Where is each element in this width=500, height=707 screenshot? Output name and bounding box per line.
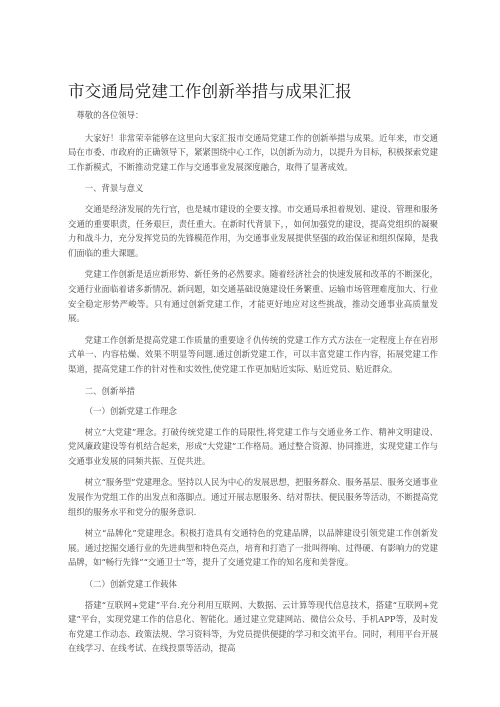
paragraph: 树立“品牌化”党建理念。积极打造具有交通特色的党建品牌，以品牌建设引领党建工作创新发展。通过挖掘交通行业的先进典型和特色亮点，培育和打造了一批叫得响、过得硬、有影响力的党建品牌，如“畅行先锋”“交通卫士”等，提升了交通党建工作的知名度和美誉度。 xyxy=(68,528,438,568)
paragraph: 树立“大党建”理念。打破传统党建工作的局限性,将党建工作与交通业务工作、精神文明建设、党风廉政建设等有机结合起来，形成“大党建”工作格局。通过整合资源、协同推进，实现党建工作与交通事业发展的同频共振、互促共进。 xyxy=(68,426,438,466)
subsection-heading: （一）创新党建工作理念 xyxy=(84,406,177,417)
section-heading: 二、创新举措 xyxy=(84,385,136,396)
intro-paragraph: 大家好！非常荣幸能够在这里向大家汇报市交通局党建工作的创新举措与成果。近年来，市交通局在市委、市政府的正确领导下，紧紧围绕中心工作，以创新为动力，以提升为目标，积极探索党建工作新模式，不断推动党建工作与交通事业发展深度融合，取得了显著成效。 xyxy=(68,132,438,172)
subsection-heading: （二）创新党建工作载体 xyxy=(84,579,177,590)
paragraph: 树立“服务型”党建理念。坚持以人民为中心的发展思想，把服务群众、服务基层、服务交通事业发展作为党组工作的出发点和落脚点。通过开展志愿服务、结对帮扶、便民服务等活动，不断提高党组织的服务水平和党分的服务意识. xyxy=(68,477,438,517)
paragraph: 党建工作创新是提高党建工作质量的重要途彳仇传统的党建工作方式方法在一定程度上存在岩形式单一、内容枯燥、效果不明显等问题.通过创新党建工作，可以丰富党建工作内容，拓展党建工作渠道，提高党建工作的针对性和实效性,使党建工作更加贴近实际、贴近党员、贴近群众。 xyxy=(68,334,438,374)
document-body xyxy=(68,108,438,663)
paragraph: 交通是经济发展的先行官，也是城市建设的全要支撑。市交通局承担着规划、建设、管理和服务交通的重要职责，任务艰巨，责任重大。在新时代背景下，，如何加强党的建设，提高党组织的凝聚力和战斗力，充分发挥党员的先锋模范作用，为交通事业发展提供坚强的政治保证和组织保障，是我们面临的重大课题。 xyxy=(68,203,438,258)
paragraph: 党建工作创新是适应新形势、新任务的必然要求。随着经济社会的快速发展和改革的不断深化，交通行业面临着诸多新情况、新问题，如交通基础设施建设任务繁重、运输市场管理难度加大、行业安全稳定形势严峻等。只有通过创新党建工作，才能更好地应对这些挑战，推动交通事业高质量发展。 xyxy=(68,269,438,324)
section-heading: 一、背景与意义 xyxy=(84,183,144,194)
document-title: 市交通局党建工作创新举措与成果汇报 xyxy=(68,82,352,101)
paragraph: 搭建“互联网+党建”平台.充分利用互联网、大数据、云计算等现代信息技术，搭建“互联网+党建”平台，实现党建工作的信息化、智能化。通过建立党建网站、微信公众号、手机APP等，及时发布党建工作动态、政策法规、学习资料等，为党员提供便捷的学习和交流平台。同时，利用平台开展在线学习、在线考试、在线投票等活动，提高 xyxy=(68,599,438,654)
salutation: 尊敬的各位领导： xyxy=(76,110,144,120)
